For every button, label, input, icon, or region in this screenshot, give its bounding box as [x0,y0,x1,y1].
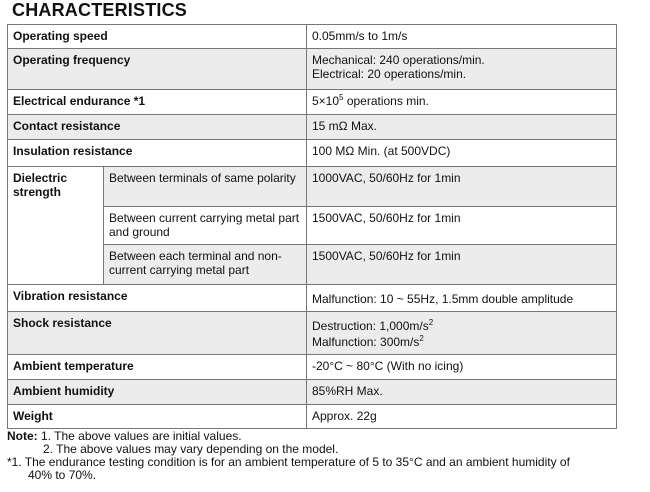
characteristics-table [7,24,617,429]
row-value [307,90,617,115]
row-value: 15 mΩ Max. [307,115,617,140]
value-line: Mechanical: 240 operations/min. [312,53,485,67]
table-row [8,25,617,49]
note-prefix: Note: [7,429,38,443]
row-label: Ambient humidity [8,380,307,405]
notes [7,430,570,482]
value-line: Electrical: 20 operations/min. [312,67,467,81]
row-value: 1500VAC, 50/60Hz for 1min [307,207,617,245]
row-value: Approx. 22g [307,405,617,429]
value-part: Destruction: 1,000m/s [312,319,429,333]
row-value [307,49,617,90]
table-row [8,167,617,207]
row-label: Weight [8,405,307,429]
exponent: 5 [339,93,344,102]
row-label: Electrical endurance *1 [8,90,307,115]
row-value: 1500VAC, 50/60Hz for 1min [307,245,617,285]
value-part: operations min. [343,94,429,108]
exponent: 2 [419,334,424,343]
footnote-1-cont: 40% to 70%. [28,468,97,482]
row-label: Dielectric strength [8,167,104,285]
note-text: 1. The above values are initial values. [37,429,242,443]
row-value: 85%RH Max. [307,380,617,405]
table-row [8,380,617,405]
row-label: Insulation resistance [8,140,307,167]
row-label: Operating speed [8,25,307,49]
exponent: 2 [428,318,434,327]
row-value: 100 MΩ Min. (at 500VDC) [307,140,617,167]
table-row [8,312,617,355]
value-part: Malfunction: 300m/s [312,335,420,349]
row-value [307,312,617,355]
row-value: 1000VAC, 50/60Hz for 1min [307,167,617,207]
table-row [8,90,617,115]
row-label: Vibration resistance [8,285,307,312]
table-row [8,115,617,140]
sub-label: Between each terminal and non-current carrying metal part [104,245,307,285]
table-row [8,140,617,167]
value-line [312,334,611,350]
section-title: CHARACTERISTICS [12,0,188,20]
row-value: Malfunction: 10 ~ 55Hz, 1.5mm double amplitude [307,285,617,312]
table-row [8,355,617,380]
table-row [8,49,617,90]
footnote-1: *1. The endurance testing condition is for an ambient temperature of 5 to 35°C and an ambient humidity of [7,455,570,469]
value-part: 5×10 [312,94,340,108]
sub-label: Between terminals of same polarity [104,167,307,207]
row-value: 0.05mm/s to 1m/s [307,25,617,49]
note-2: 2. The above values may vary depending on the model. [43,442,339,456]
value-line [312,318,611,334]
table-row [8,405,617,429]
row-label: Ambient temperature [8,355,307,380]
sub-label: Between current carrying metal part and ground [104,207,307,245]
row-label: Shock resistance [8,312,307,355]
row-label: Contact resistance [8,115,307,140]
row-value: -20°C ~ 80°C (With no icing) [307,355,617,380]
row-label: Operating frequency [8,49,307,90]
table-row [8,285,617,312]
